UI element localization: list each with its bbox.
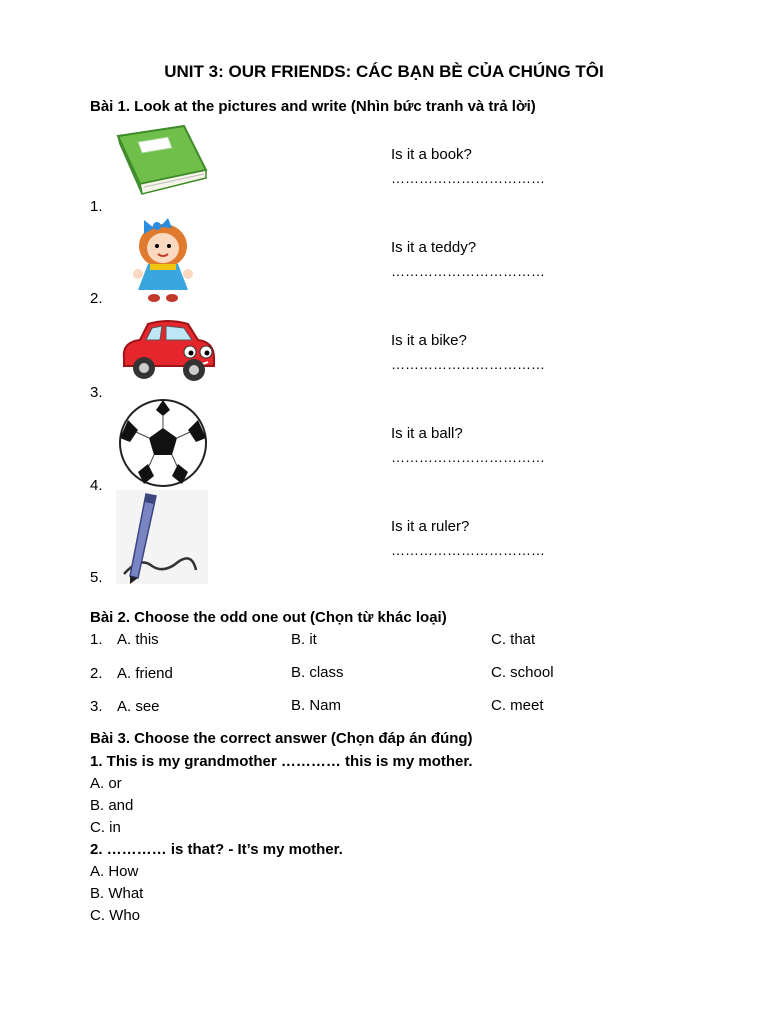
item-4-number: 4. [90, 477, 103, 494]
odd-row-3-option-b[interactable]: B. Nam [291, 697, 342, 714]
item-5-number: 5. [90, 569, 103, 586]
odd-row-3-option-a[interactable]: A. see [117, 698, 160, 715]
mcq-2-question: 2. ………… is that? - It’s my mother. [90, 841, 343, 858]
item-2-answer-blank[interactable]: …………………………… [391, 263, 545, 279]
pen-icon [116, 490, 208, 584]
mcq-1-option-b[interactable]: B. and [90, 797, 134, 814]
doll-icon [130, 214, 196, 304]
item-1-number: 1. [90, 198, 103, 215]
ball-icon [118, 398, 208, 488]
page-title: UNIT 3: OUR FRIENDS: CÁC BẠN BÈ CỦA CHÚNG TÔI [164, 62, 604, 81]
item-2-question: Is it a teddy? [391, 239, 477, 256]
item-3-answer-blank[interactable]: …………………………… [391, 356, 545, 372]
exercise-3-heading: Bài 3. Choose the correct answer (Chọn đáp án đúng) [90, 730, 473, 747]
item-4-answer-blank[interactable]: …………………………… [391, 449, 545, 465]
item-4-question: Is it a ball? [391, 425, 463, 442]
item-1-question: Is it a book? [391, 146, 472, 163]
odd-row-2-number: 2. [90, 665, 103, 682]
item-1-answer-blank[interactable]: …………………………… [391, 170, 545, 186]
odd-row-1-option-a[interactable]: A. this [117, 631, 159, 648]
odd-row-2-option-a[interactable]: A. friend [117, 665, 173, 682]
mcq-1-question: 1. This is my grandmother ………… this is my mother. [90, 753, 473, 770]
car-icon [118, 316, 218, 384]
item-3-number: 3. [90, 384, 103, 401]
mcq-2-option-c[interactable]: C. Who [90, 907, 141, 924]
mcq-1-option-a[interactable]: A. or [90, 775, 122, 792]
exercise-1-heading: Bài 1. Look at the pictures and write (Nhìn bức tranh và trả lời) [90, 98, 536, 115]
mcq-2-option-b[interactable]: B. What [90, 885, 144, 902]
item-2-number: 2. [90, 290, 103, 307]
mcq-1-option-c[interactable]: C. in [90, 819, 121, 836]
item-3-question: Is it a bike? [391, 332, 467, 349]
odd-row-3-number: 3. [90, 698, 103, 715]
odd-row-1-number: 1. [90, 631, 103, 648]
odd-row-1-option-b[interactable]: B. it [291, 631, 317, 648]
book-icon [114, 122, 210, 206]
odd-row-3-option-c[interactable]: C. meet [491, 697, 544, 714]
odd-row-2-option-c[interactable]: C. school [491, 664, 554, 681]
item-5-answer-blank[interactable]: …………………………… [391, 542, 545, 558]
item-5-question: Is it a ruler? [391, 518, 470, 535]
exercise-2-heading: Bài 2. Choose the odd one out (Chọn từ khác loại) [90, 609, 447, 626]
odd-row-1-option-c[interactable]: C. that [491, 631, 536, 648]
mcq-2-option-a[interactable]: A. How [90, 863, 139, 880]
odd-row-2-option-b[interactable]: B. class [291, 664, 344, 681]
